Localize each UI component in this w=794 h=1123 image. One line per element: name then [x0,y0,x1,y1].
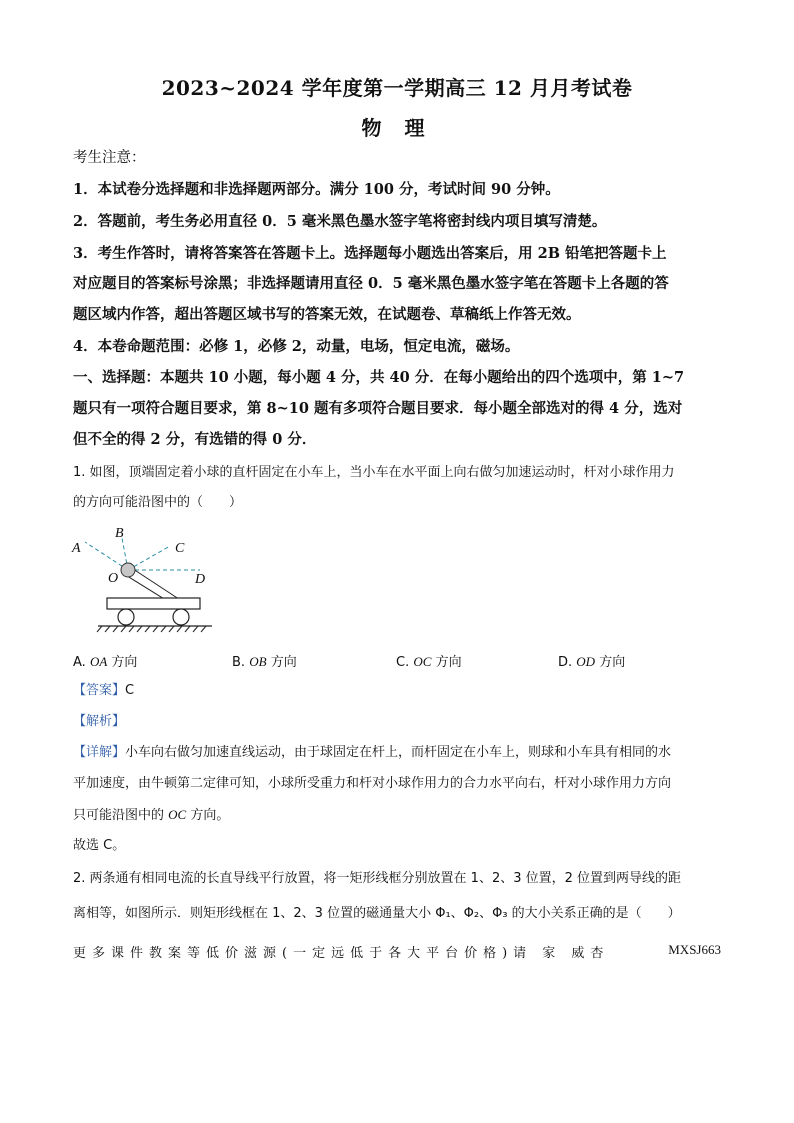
footer-text: 更多课件教案等低价滋源(一定远低于各大平台价格)请 家 威杏 [73,946,610,961]
q1-analysis-tag: 【解析】 [73,714,126,729]
q1-detail: 平加速度，由牛顿第二定律可知，小球所受重力和杆对小球作用力的合力水平向右，杆对小球作用力方向 [73,776,672,791]
detail-tag: 【详解】 [73,745,126,760]
q1-detail: 【详解】小车向右做匀加速直线运动，由于球固定在杆上，而杆固定在小车上，则球和小车具有相同的水 [73,745,672,760]
q1-conclusion: 故选 C。 [73,838,126,853]
exam-title: 2023~2024 学年度第一学期高三 12 月月考试卷 [161,76,633,100]
q1-option-b: B. OB 方向 [232,654,297,670]
notice-heading: 考生注意： [73,150,146,166]
q1-stem: 的方向可能沿图中的（ ） [73,495,243,510]
notice-item: 题区域内作答，超出答题区域书写的答案无效，在试题卷、草稿纸上作答无效。 [73,306,581,323]
q1-option-c: C. OC 方向 [396,654,462,670]
q2-stem: 离相等，如图所示．则矩形线框在 1、2、3 位置的磁通量大小 Φ₁、Φ₂、Φ₃ 的大小关系正确的是（ ） [73,906,681,921]
notice-item: 2．答题前，考生务必用直径 0．5 毫米黑色墨水签字笔将密封线内项目填写清楚。 [73,213,607,230]
section-instructions: 一、选择题：本题共 10 小题，每小题 4 分，共 40 分．在每小题给出的四个选项中，第 1~7 [73,369,685,386]
subject-title: 物 理 [361,116,433,140]
label-D: D [195,572,206,587]
footer [73,942,725,961]
notice-item: 3．考生作答时，请将答案答在答题卡上。选择题每小题选出答案后，用 2B 铅笔把答题卡上 [73,245,667,262]
notice-item: 1．本试卷分选择题和非选择题两部分。满分 100 分，考试时间 90 分钟。 [73,181,560,198]
answer-value: C [125,683,135,698]
label-B: B [115,526,124,541]
section-instructions: 但不全的得 2 分，有选错的得 0 分． [73,431,317,448]
q1-stem: 1. 如图，顶端固定着小球的直杆固定在小车上，当小车在水平面上向右做匀加速运动时，杆对小球作用力 [73,465,675,480]
answer-tag: 【答案】 [73,683,126,698]
label-O: O [108,571,119,586]
notice-item: 对应题目的答案标号涂黑；非选择题请用直径 0．5 毫米黑色墨水签字笔在答题卡上各题的答 [73,275,669,292]
q1-detail: 只可能沿图中的 OC 方向。 [73,807,230,823]
q1-option-a: A. OA 方向 [73,654,138,670]
footer-code: MXSJ663 [668,942,721,957]
q2-stem: 2. 两条通有相同电流的长直导线平行放置，将一矩形线框分别放置在 1、2、3 位置，2 位置到两导线的距 [73,871,682,886]
q1-figure [70,520,220,636]
q1-option-d: D. OD 方向 [558,654,626,670]
label-A: A [72,541,81,556]
notice-item: 4．本卷命题范围：必修 1，必修 2，动量，电场，恒定电流，磁场。 [73,338,520,355]
q1-answer [73,681,725,701]
label-C: C [175,541,185,556]
section-instructions: 题只有一项符合题目要求，第 8~10 题有多项符合题目要求．每小题全部选对的得 4 分，选对 [73,400,683,417]
